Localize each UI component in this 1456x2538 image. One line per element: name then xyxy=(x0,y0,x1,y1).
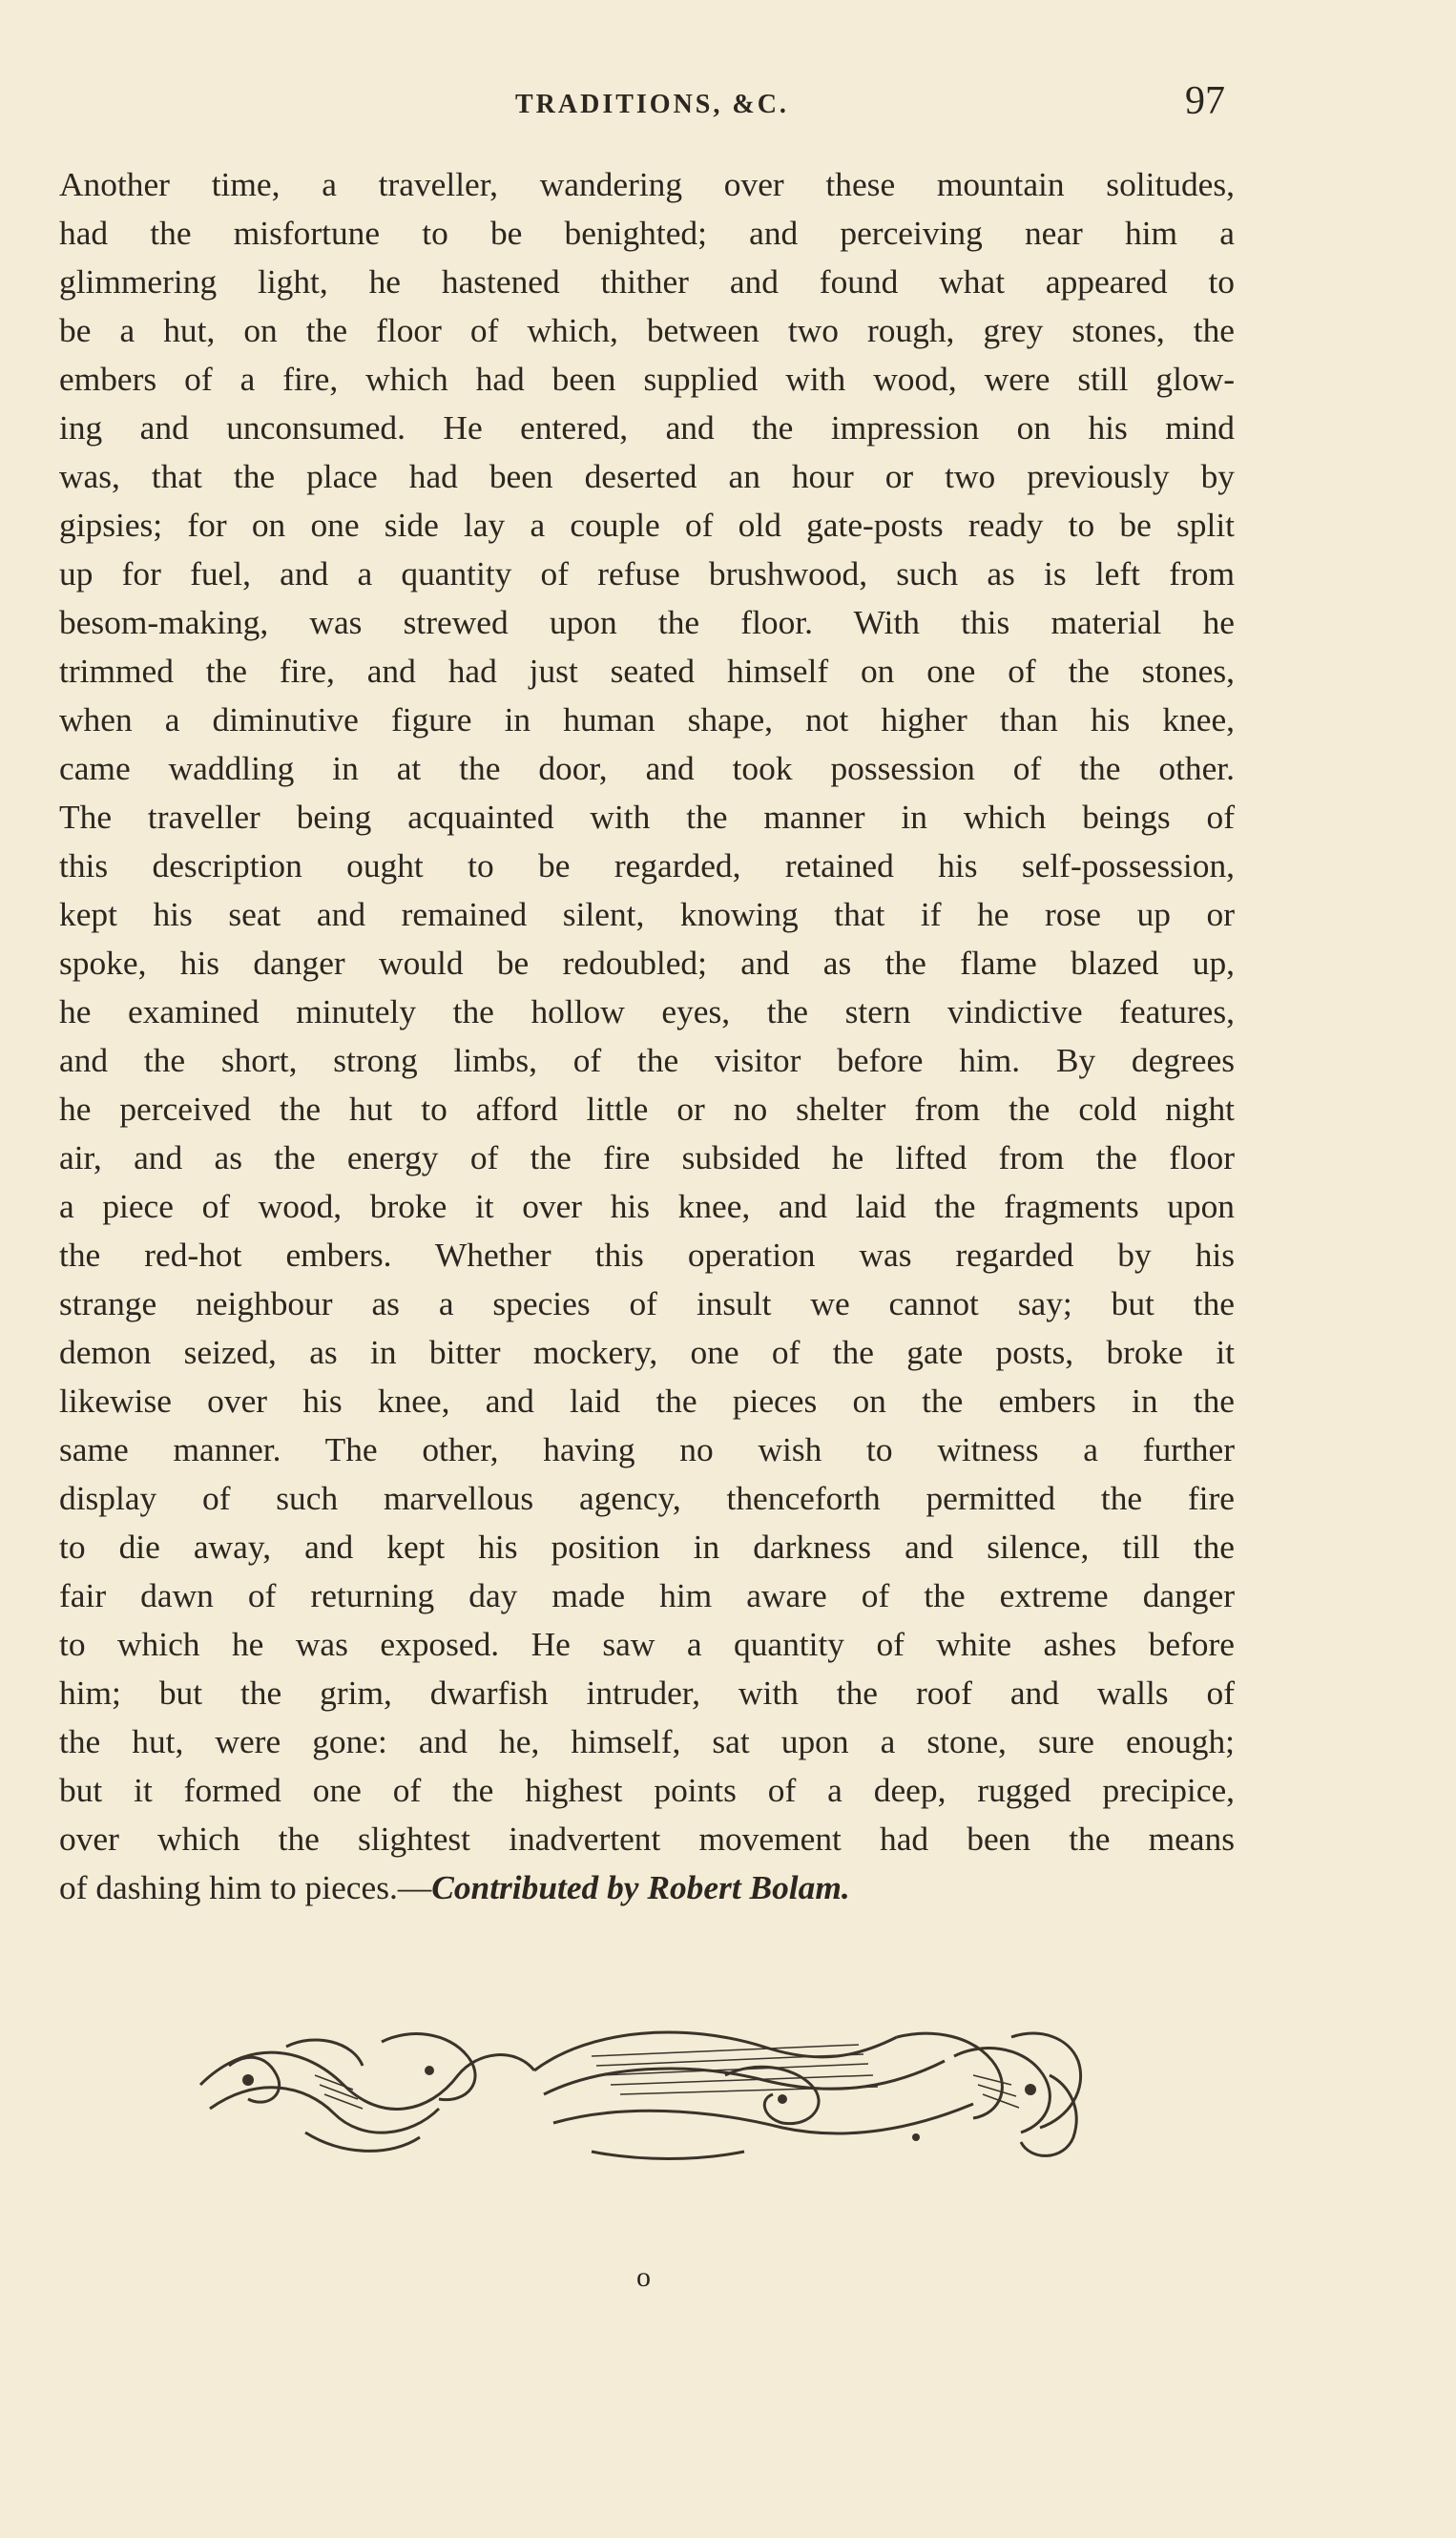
text-line: gipsies; for on one side lay a couple of old gate-posts ready to be split xyxy=(59,506,1235,544)
text-line: embers of a fire, which had been supplied with wood, were still glow- xyxy=(59,360,1235,398)
text-line: air, and as the energy of the fire subsided he lifted from the floor xyxy=(59,1138,1235,1176)
tailpiece-ornament-icon xyxy=(191,2018,1107,2171)
text-line: came waddling in at the door, and took possession of the other. xyxy=(59,749,1235,787)
text-line: spoke, his danger would be redoubled; and as the flame blazed up, xyxy=(59,944,1235,982)
text-line: ing and unconsumed. He entered, and the impression on his mind xyxy=(59,408,1235,447)
text-line: fair dawn of returning day made him aware of the extreme danger xyxy=(59,1576,1235,1614)
text-line: likewise over his knee, and laid the pieces on the embers in the xyxy=(59,1382,1235,1420)
text-line: over which the slightest inadvertent movement had been the means xyxy=(59,1820,1235,1858)
text-line: he examined minutely the hollow eyes, the stern vindictive features, xyxy=(59,992,1235,1030)
text-line: when a diminutive figure in human shape, not higher than his knee, xyxy=(59,700,1235,739)
text-line: this description ought to be regarded, retained his self-possession, xyxy=(59,846,1235,884)
contributor-credit: Contributed by Robert Bolam. xyxy=(431,1868,850,1906)
body-paragraph xyxy=(59,160,1235,1912)
text-line: display of such marvellous agency, thenceforth permitted the fire xyxy=(59,1479,1235,1517)
text-line: The traveller being acquainted with the manner in which beings of xyxy=(59,798,1235,836)
final-line-text: of dashing him to pieces.— xyxy=(59,1868,432,1906)
text-line: was, that the place had been deserted an hour or two previously by xyxy=(59,457,1235,495)
text-line: up for fuel, and a quantity of refuse brushwood, such as is left from xyxy=(59,554,1235,593)
text-line: to die away, and kept his position in darkness and silence, till the xyxy=(59,1528,1235,1566)
text-line: demon seized, as in bitter mockery, one of the gate posts, broke it xyxy=(59,1333,1235,1371)
text-line: to which he was exposed. He saw a quantity of white ashes before xyxy=(59,1625,1235,1663)
page-number: 97 xyxy=(1185,79,1225,123)
text-line: and the short, strong limbs, of the visitor before him. By degrees xyxy=(59,1041,1235,1079)
text-line: but it formed one of the highest points of a deep, rugged precipice, xyxy=(59,1771,1235,1809)
text-line: strange neighbour as a species of insult we cannot say; but the xyxy=(59,1284,1235,1322)
text-line: had the misfortune to be benighted; and perceiving near him a xyxy=(59,214,1235,252)
text-line: trimmed the fire, and had just seated himself on one of the stones, xyxy=(59,652,1235,690)
text-line: same manner. The other, having no wish to witness a further xyxy=(59,1430,1235,1468)
text-line: glimmering light, he hastened thither and found what appeared to xyxy=(59,262,1235,301)
text-line: him; but the grim, dwarfish intruder, with the roof and walls of xyxy=(59,1674,1235,1712)
text-line: kept his seat and remained silent, knowing that if he rose up or xyxy=(59,895,1235,933)
text-line-final xyxy=(59,1863,1235,1912)
text-line: the hut, were gone: and he, himself, sat upon a stone, sure enough; xyxy=(59,1722,1235,1760)
text-line: Another time, a traveller, wandering over these mountain solitudes, xyxy=(59,165,1235,203)
running-head: TRADITIONS, &C. xyxy=(515,90,789,119)
text-line: he perceived the hut to afford little or no shelter from the cold night xyxy=(59,1090,1235,1128)
signature-mark: o xyxy=(636,2261,651,2293)
text-line: the red-hot embers. Whether this operation was regarded by his xyxy=(59,1236,1235,1274)
text-line: a piece of wood, broke it over his knee, and laid the fragments upon xyxy=(59,1187,1235,1225)
text-line: be a hut, on the floor of which, between two rough, grey stones, the xyxy=(59,311,1235,349)
text-line: besom-making, was strewed upon the floor. With this material he xyxy=(59,603,1235,641)
page-header xyxy=(0,78,1456,135)
